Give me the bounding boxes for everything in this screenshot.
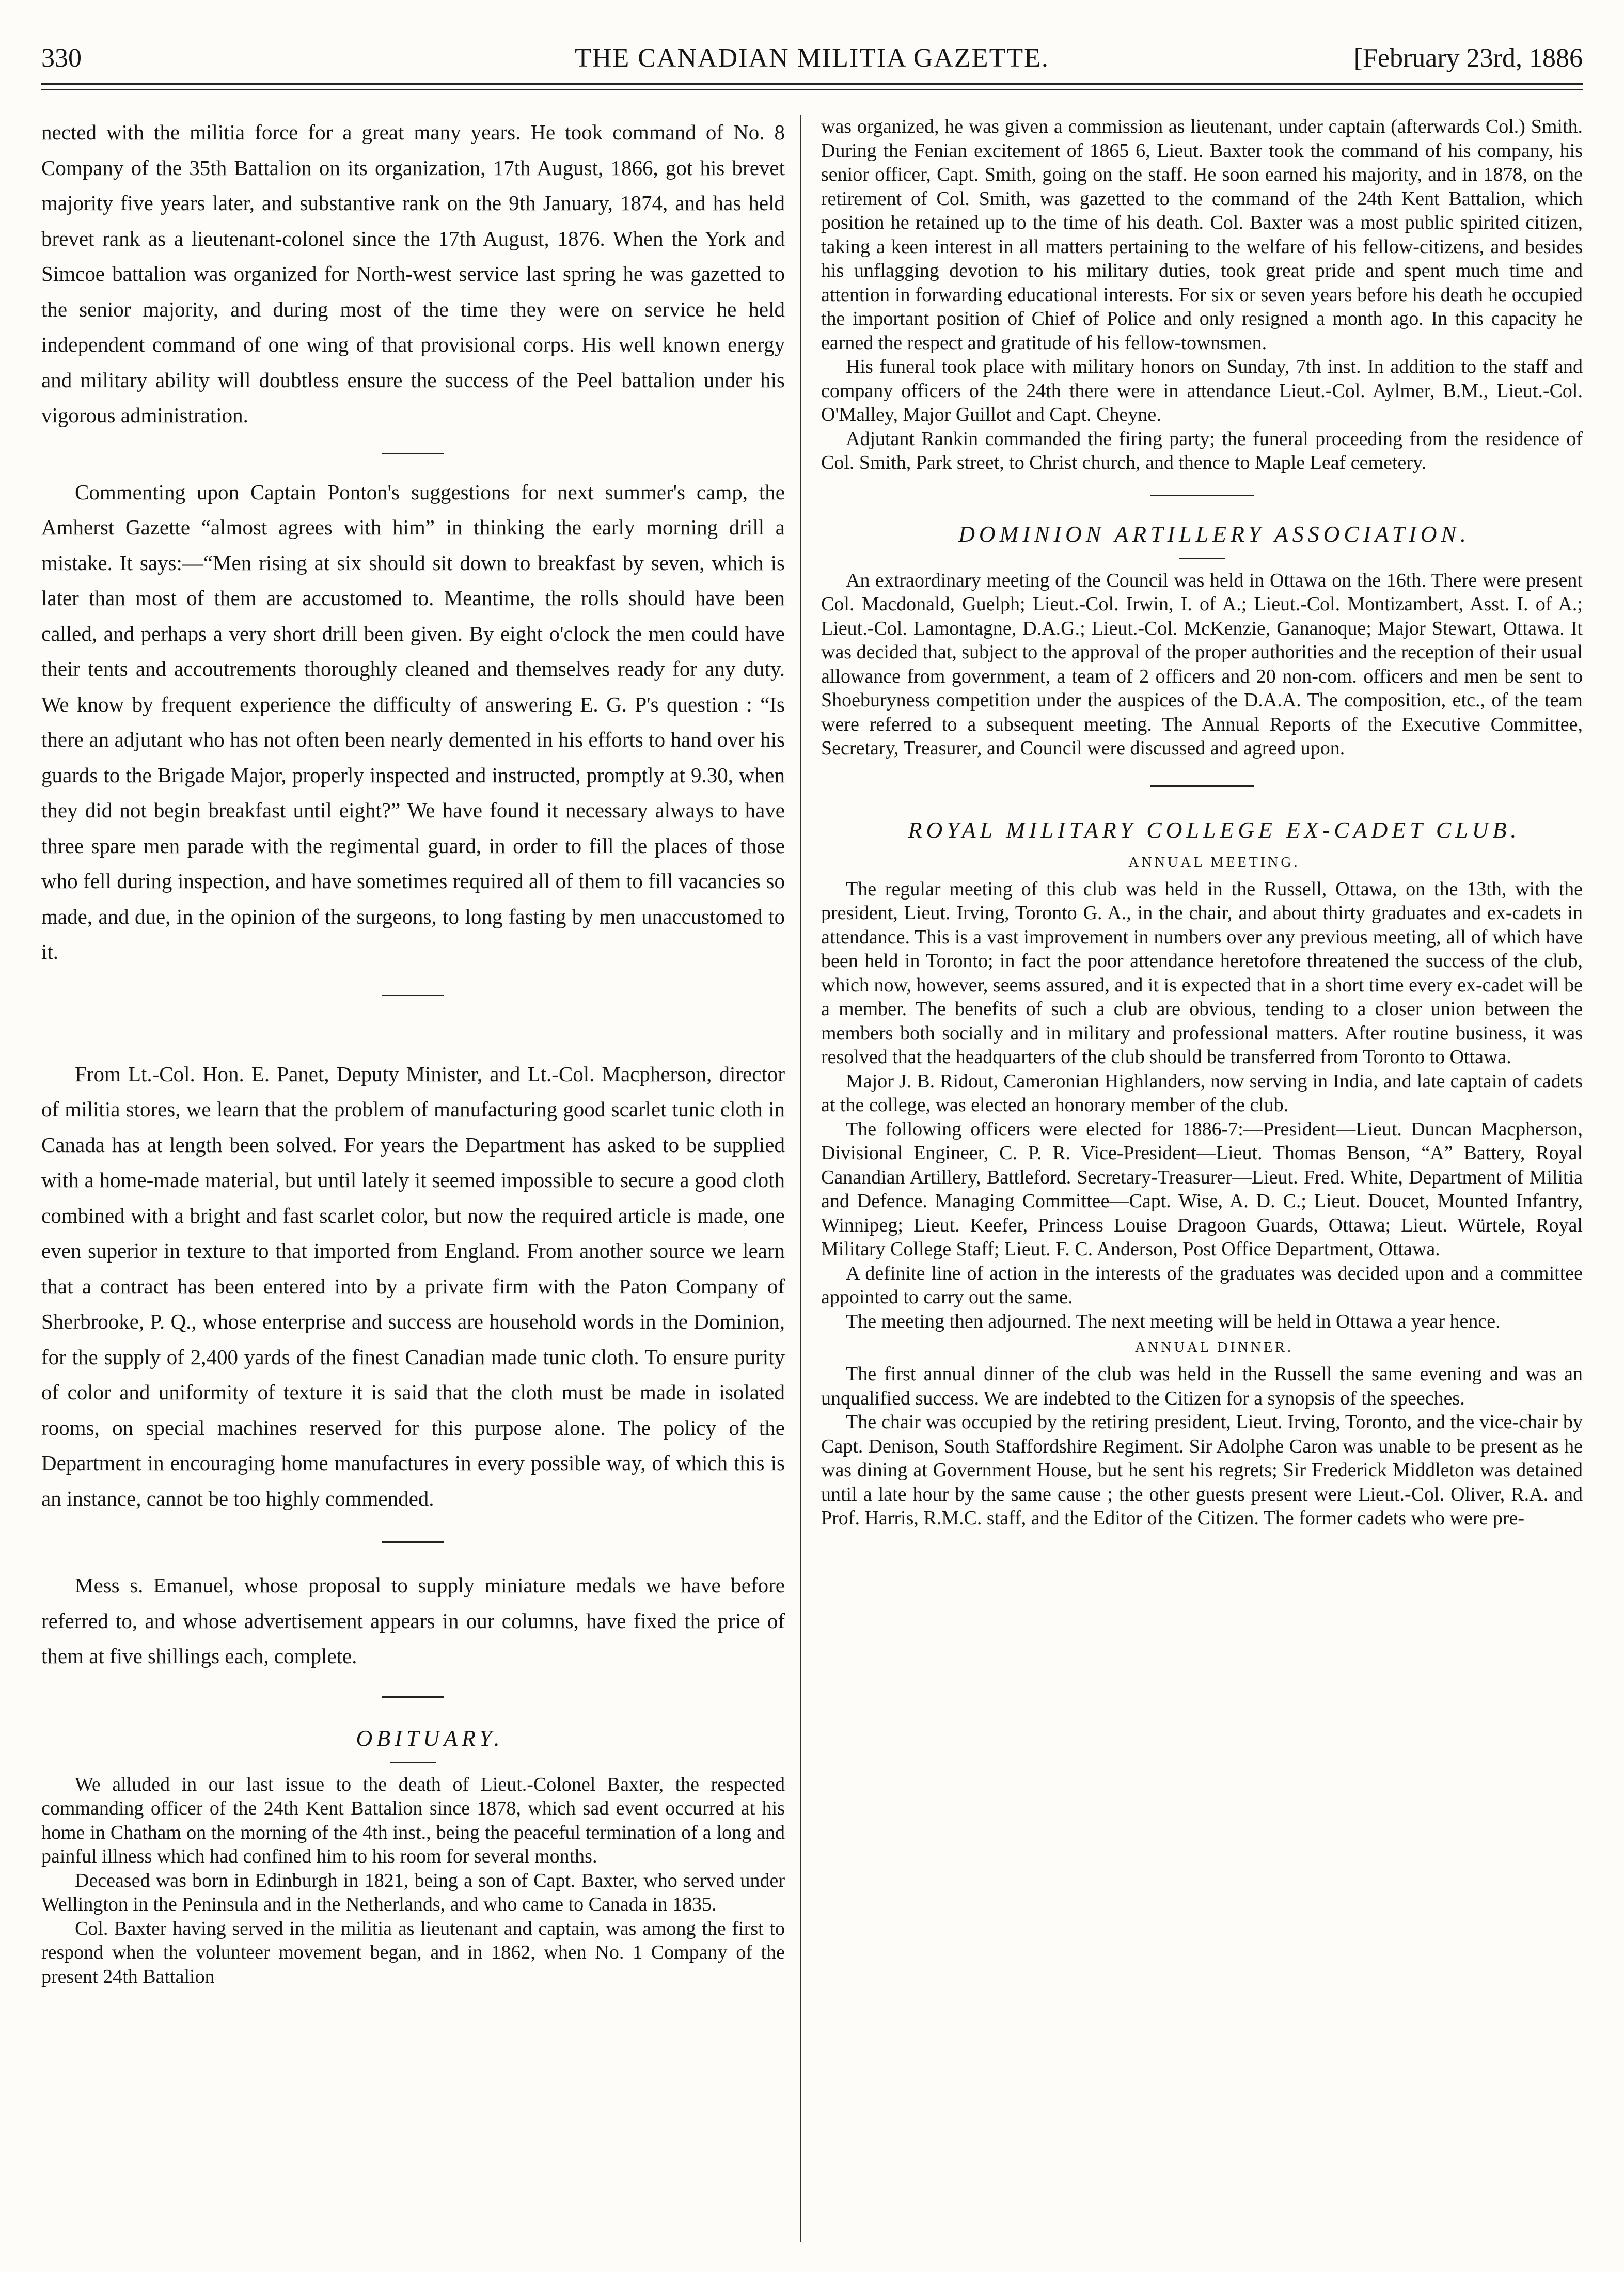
section-divider bbox=[1150, 495, 1254, 496]
obituary-paragraph: We alluded in our last issue to the death of Lieut.-Colonel Baxter, the respected commanding officer of the 24th Kent Battalion since 1878, which sad event occurred at his home in Chatham on the morning of the 4th inst., being the peaceful termination of a long and painful illness which had confined him to his room for several months. bbox=[41, 1773, 785, 1867]
header-rule-thin bbox=[41, 89, 1583, 90]
heading-divider bbox=[1179, 558, 1225, 559]
dinner-paragraph: The first annual dinner of the club was held in the Russell the same evening and was an unqualified success. We are indebted to the Citizen for a synopsis of the speeches. bbox=[821, 1363, 1583, 1409]
annual-meeting-subheading: ANNUAL MEETING. bbox=[1128, 854, 1300, 871]
article-paragraph: Commenting upon Captain Ponton's suggestions for next summer's camp, the Amherst Gazette “almost agrees with him” in thinking the early morning drill a mistake. It says:—“Men rising at six should sit down to breakfast by seven, which is later than most of them are accustomed to. Meantime, the rolls should have been called, and perhaps a very short drill been given. By eight o'clock the men could have their tents and accoutrements thoroughly cleaned and themselves ready for any duty. We know by frequent experience the difficulty of answering E. G. P's question : “Is there an adjutant who has not often been nearly demented in his efforts to hand over his guards to the Brigade Major, properly inspected and instructed, promptly at 9.30, when they did not begin breakfast until eight?” We have found it necessary always to have three spare men parade with the regimental guard, in order to fill the places of those who fell during inspection, and have sometimes required all of them to fill vacancies so made, and due, in the opinion of the surgeons, to long fasting by men unaccustomed to it. bbox=[41, 480, 785, 964]
artillery-paragraph: An extraordinary meeting of the Council was held in Ottawa on the 16th. There were present Col. Macdonald, Guelph; Lieut.-Col. Irwin, I. of A.; Lieut.-Col. Montizambert, Asst. I. of A.; Lieut.-Col. Lamontagne, D.A.G.; Lieut.-Col. McKenzie, Gananoque; Major Stewart, Ottawa. It was decided that, subject to the approval of the proper authorities and the reception of their usual allowance from government, a team of 2 officers and 20 non-com. officers and men be sent to Shoeburyness competition under the auspices of the D.A.A. The composition, etc., of the team were referred to a subsequent meeting. The Annual Reports of the Executive Committee, Secretary, Treasurer, and Council were discussed and agreed upon. bbox=[821, 569, 1583, 759]
ex-cadet-club-heading: ROYAL MILITARY COLLEGE EX-CADET CLUB. bbox=[908, 817, 1521, 843]
page-number: 330 bbox=[41, 43, 82, 73]
obituary-paragraph: Adjutant Rankin commanded the firing party; the funeral proceeding from the residence of Col. Smith, Park street, to Christ church, and thence to Maple Leaf cemetery. bbox=[821, 428, 1583, 474]
club-paragraph: The meeting then adjourned. The next meeting will be held in Ottawa a year hence. bbox=[846, 1310, 1501, 1332]
section-divider bbox=[1150, 785, 1254, 787]
article-paragraph: nected with the militia force for a great many years. He took command of No. 8 Company of the 35th Battalion on its organization, 17th August, 1866, got his brevet majority five years later, and substantive rank on the 9th January, 1874, and has held brevet rank as a lieutenant-colonel since the 17th August, 1876. When the York and Simcoe battalion was organized for North-west service last spring he was gazetted to the senior majority, and during most of the time they were on service he held independent command of one wing of that provisional corps. His well known energy and military ability will doubtless ensure the success of the Peel battalion under his vigorous administration. bbox=[41, 120, 785, 427]
section-divider bbox=[382, 1541, 444, 1543]
obituary-paragraph: Deceased was born in Edinburgh in 1821, being a son of Capt. Baxter, who served under Wellington in the Peninsula and in the Netherlands, and who came to Canada in 1835. bbox=[41, 1869, 785, 1915]
section-divider bbox=[382, 995, 444, 996]
section-divider bbox=[382, 1696, 444, 1698]
obituary-paragraph: was organized, he was given a commission as lieutenant, under captain (afterwards Col.) Smith. During the Fenian excitement of 1865 6, Lieut. Baxter took the command of his company, his senior officer, Capt. Smith, going on the staff. He soon earned his majority, and in 1878, on the retirement of Col. Smith, was gazetted to the command of the 24th Kent Battalion, which position he retained up to the time of his death. Col. Baxter was a most public spirited citizen, taking a keen interest in all matters pertaining to the welfare of his fellow-citizens, and besides his unflagging devotion to his military duties, took great pride and spent much time and attention in forwarding educational interests. For six or seven years before his death he occupied the important position of Chief of Police and only resigned a month ago. In this capacity he earned the respect and gratitude of his fellow-townsmen. bbox=[821, 116, 1583, 354]
issue-date: [February 23rd, 1886 bbox=[1353, 43, 1583, 73]
right-column bbox=[821, 115, 1583, 2247]
artillery-association-heading: DOMINION ARTILLERY ASSOCIATION. bbox=[958, 521, 1470, 547]
obituary-paragraph: His funeral took place with military honors on Sunday, 7th inst. In addition to the staff and company officers of the 24th there were in attendance Lieut.-Col. Aylmer, B.M., Lieut.-Col. O'Malley, Major Guillot and Capt. Cheyne. bbox=[821, 356, 1583, 425]
annual-dinner-subheading: ANNUAL DINNER. bbox=[1135, 1339, 1294, 1355]
dinner-paragraph: The chair was occupied by the retiring president, Lieut. Irving, Toronto, and the vice-chair by Capt. Denison, South Staffordshire Regiment. Sir Adolphe Caron was unable to be present as he was dining at Government House, but he sent his regrets; Sir Frederick Middleton was detained until a late hour by the same cause ; the other guests present were Lieut.-Col. Oliver, R.A. and Prof. Harris, R.M.C. staff, and the Editor of the Citizen. The former cadets who were pre- bbox=[821, 1411, 1583, 1529]
left-column bbox=[41, 115, 785, 2247]
article-paragraph: From Lt.-Col. Hon. E. Panet, Deputy Minister, and Lt.-Col. Macpherson, director of militia stores, we learn that the problem of manufacturing good scarlet tunic cloth in Canada has at length been solved. For years the Department has asked to be supplied with a home-made material, but until lately it seemed impossible to secure a good cloth combined with a bright and fast scarlet color, but now the required article is made, one even superior in texture to that imported from England. From another source we learn that a contract has been entered into by a private firm with the Paton Company of Sherbrooke, P. Q., whose enterprise and success are household words in the Dominion, for the supply of 2,400 yards of the finest Canadian made tunic cloth. To ensure purity of color and uniformity of texture it is said that the cloth must be made in isolated rooms, on special machines reserved for this purpose alone. The policy of the Department in encouraging home manufactures in every possible way, of which this is an instance, cannot be too highly commended. bbox=[41, 1062, 785, 1510]
column-divider bbox=[800, 115, 801, 2242]
heading-divider bbox=[390, 1762, 436, 1763]
masthead-title: THE CANADIAN MILITIA GAZETTE. bbox=[575, 43, 1049, 73]
header-rule-thick bbox=[41, 83, 1583, 85]
club-paragraph: A definite line of action in the interests of the graduates was decided upon and a committee appointed to carry out the same. bbox=[821, 1262, 1583, 1308]
obituary-paragraph: Col. Baxter having served in the militia as lieutenant and captain, was among the first to respond when the volunteer movement began, and in 1862, when No. 1 Company of the present 24th Battalion bbox=[41, 1917, 785, 1987]
obituary-heading: OBITUARY. bbox=[356, 1725, 504, 1751]
club-paragraph: The following officers were elected for 1886-7:—President—Lieut. Duncan Macpherson, Divisional Engineer, C. P. R. Vice-President—Lieut. Thomas Benson, “A” Battery, Royal Canandian Artillery, Battleford. Secretary-Treasurer—Lieut. Fred. White, Department of Militia and Defence. Managing Committee—Capt. Wise, A. D. C.; Lieut. Doucet, Mounted Infantry, Winnipeg; Lieut. Keefer, Princess Louise Dragoon Guards, Ottawa; Lieut. Würtele, Royal Military College Staff; Lieut. F. C. Anderson, Post Office Department, Ottawa. bbox=[821, 1118, 1583, 1260]
page-header bbox=[41, 40, 1583, 76]
article-paragraph: Mess s. Emanuel, whose proposal to supply miniature medals we have before referred to, and whose advertisement appears in our columns, have fixed the price of them at five shillings each, complete. bbox=[41, 1573, 785, 1668]
club-paragraph: The regular meeting of this club was held in the Russell, Ottawa, on the 13th, with the president, Lieut. Irving, Toronto G. A., in the chair, and about thirty graduates and ex-cadets in attendance. This is a vast improvement in numbers over any previous meeting, all of which have been held in Toronto; in fact the poor attendance heretofore threatened the success of the club, which now, however, seems assured, and it is expected that in a short time every ex-cadet will be a member. The benefits of such a club are obvious, tending to a closer union between the members both socially and in military and professional matters. After routine business, it was resolved that the headquarters of the club should be transferred from Toronto to Ottawa. bbox=[821, 878, 1583, 1068]
section-divider bbox=[382, 453, 444, 454]
club-paragraph: Major J. B. Ridout, Cameronian Highlanders, now serving in India, and late captain of cadets at the college, was elected an honorary member of the club. bbox=[821, 1070, 1583, 1116]
